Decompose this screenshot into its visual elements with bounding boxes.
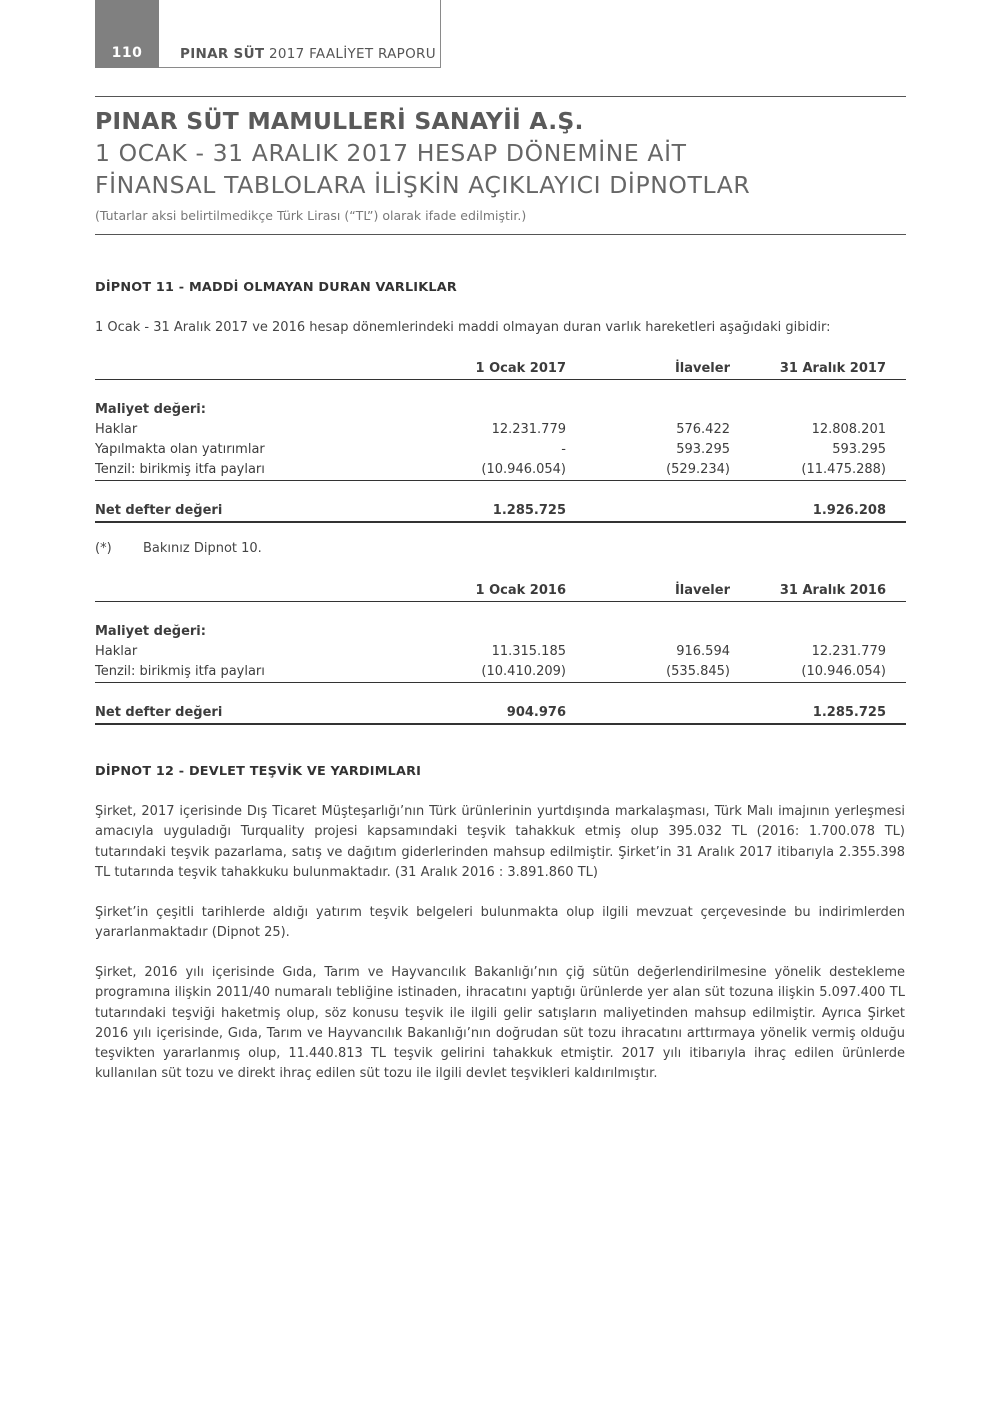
col-closing: 31 Aralık 2016 (730, 581, 886, 602)
col-additions: İlaveler (566, 359, 730, 380)
section-label: Maliyet değeri: (95, 402, 206, 417)
col-opening: 1 Ocak 2016 (465, 581, 566, 602)
report-brand: PINAR SÜT (180, 46, 265, 62)
period-title: 1 OCAK - 31 ARALIK 2017 HESAP DÖNEMİNE AİT (95, 139, 687, 167)
note12-paragraph-2: Şirket’in çeşitli tarihlerde aldığı yatırım teşvik belgeleri bulunmakta olup ilgili mevzuat çerçevesinde bu indirimlerden yararlanmaktadır (Dipnot 25). (95, 905, 905, 941)
table-row: Tenzil: birikmiş itfa payları (10.946.054) (529.234) (11.475.288) (95, 460, 906, 481)
title-bottom-rule (95, 234, 906, 235)
table-row: Tenzil: birikmiş itfa payları (10.410.209) (535.845) (10.946.054) (95, 662, 906, 683)
note12-paragraph-3: Şirket, 2016 yılı içerisinde Gıda, Tarım ve Hayvancılık Bakanlığı’nın çiğ sütün değerlendirilmesine yönelik destekleme programına ilişkin 2011/40 numaralı tebliğine istinaden, ihracatını yaptığı ürünlerde yer alan süt tozuna ilişkin 5.097.400 TL tutarındaki teşviği haketmiş olup, söz konusu teşvik ile ilgili gelir satışların maliyetinden mahsup edilmiştir. Ayrıca Şirket 2016 yılı içerisinde, Gıda, Tarım ve Hayvancılık Bakanlığı’nın doğrudan süt tozu ihracatını arttırmaya yönelik vermiş olduğu teşvikten yararlanmış olup, 11.440.813 TL teşvik gelirini tahakkuk etmiştir. 2017 yılı itibarıyla ihraç edilen ürünlerde kullanılan süt tozu ve direkt ihraç edilen süt tozu ile ilgili devlet teşvikleri kaldırılmıştır. (95, 965, 905, 1082)
note11-intro: 1 Ocak - 31 Aralık 2017 ve 2016 hesap dönemlerindeki maddi olmayan duran varlık hareketleri aşağıdaki gibidir: (95, 320, 831, 335)
col-additions: İlaveler (566, 581, 730, 602)
intangibles-table-2017 (95, 359, 906, 523)
intangibles-table-2016 (95, 581, 906, 725)
table-row: Haklar 11.315.185 916.594 12.231.779 (95, 644, 886, 659)
footnote-text: Bakınız Dipnot 10. (143, 541, 262, 556)
note11-heading: DİPNOT 11 - MADDİ OLMAYAN DURAN VARLIKLAR (95, 280, 457, 295)
note12-paragraph-1: Şirket, 2017 içerisinde Dış Ticaret Müşteşarlığı’nın Türk ürünlerinin yurtdışında markalaşması, Türk Malı imajının yerleşmesi amacıyla uyguladığı Turquality projesi kapsamındaki teşvik tahakkuk etmiş olup 395.032 TL (2016: 1.700.078 TL) tutarındaki teşvik pazarlama, satış ve dağıtım giderlerinden mahsup edilmiştir. Şirket’in 31 Aralık 2017 itibarıyla 2.355.398 TL tutarında teşvik tahakkuku bulunmaktadır. (31 Aralık 2016 : 3.891.860 TL) (95, 804, 905, 880)
table-header-row (95, 581, 906, 602)
page-number: 110 (111, 45, 143, 61)
currency-note: (Tutarlar aksi belirtilmedikçe Türk Lirası (“TL”) olarak ifade edilmiştir.) (95, 208, 527, 223)
footnote-mark: (*) (95, 541, 112, 556)
table-row: Haklar 12.231.779 576.422 12.808.201 (95, 422, 886, 437)
section-label: Maliyet değeri: (95, 624, 206, 639)
table-row: Yapılmakta olan yatırımlar - 593.295 593.295 (95, 442, 886, 457)
section-row (95, 622, 906, 642)
report-name: 2017 FAALİYET RAPORU (268, 46, 436, 62)
col-closing: 31 Aralık 2017 (730, 359, 886, 380)
total-row: Net defter değeri 1.285.725 1.926.208 (95, 501, 906, 522)
note12-heading: DİPNOT 12 - DEVLET TEŞVİK VE YARDIMLARI (95, 764, 422, 779)
report-title (180, 46, 436, 62)
section-row (95, 400, 906, 420)
total-row: Net defter değeri 904.976 1.285.725 (95, 703, 906, 724)
table-header-row (95, 359, 906, 380)
statements-subtitle: FİNANSAL TABLOLARA İLİŞKİN AÇIKLAYICI DİPNOTLAR (95, 171, 751, 199)
title-top-rule (95, 96, 906, 97)
col-opening: 1 Ocak 2017 (465, 359, 566, 380)
company-name: PINAR SÜT MAMULLERİ SANAYİİ A.Ş. (95, 107, 584, 135)
